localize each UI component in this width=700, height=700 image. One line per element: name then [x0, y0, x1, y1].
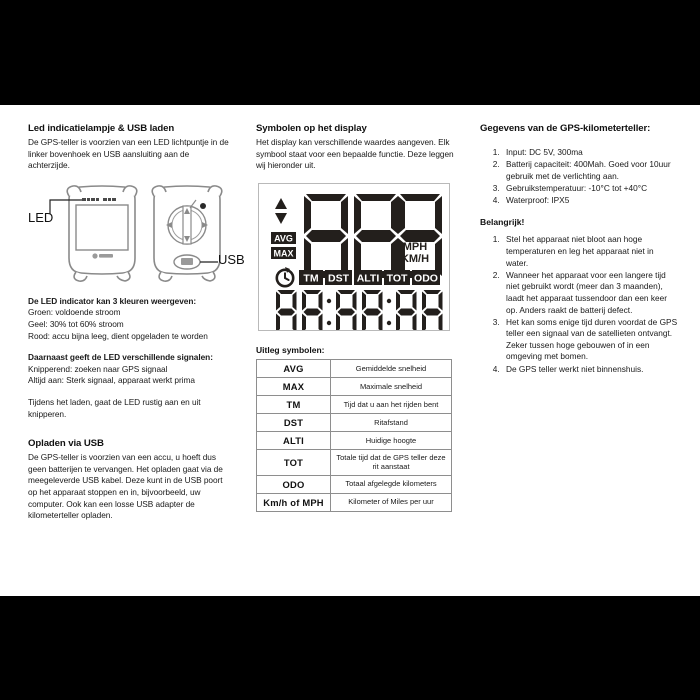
symbol-meaning: Totaal afgelegde kilometers: [331, 475, 452, 493]
table-row: [257, 449, 452, 475]
left-section-heading: Led indicatielampje & USB laden: [28, 123, 175, 134]
table-row: [257, 431, 452, 449]
list-item: 2. Wanneer het apparaat voor een langere tijd niet gebruikt wordt (meer dan 3 maanden), laadt het apparaat tussendoor dan een keer op. Anders raakt de batterij defect.: [502, 270, 678, 316]
svg-text:MAX: MAX: [273, 248, 294, 259]
usb-section-body: De GPS-teller is voorzien van een accu, u hoeft dus geen batterijen te vervangen. Het opladen gaat via de meegeleverde USB kabel. Deze kunt in de USB poort op het apparaat stoppen en in, bijvoorbeeld, uw computer. Ook kan een losse USB adapter de kilometerteller opladen.: [28, 452, 223, 521]
symbol-key: TM: [257, 395, 331, 413]
svg-text:DST: DST: [328, 272, 349, 285]
symbol-table-title: Uitleg symbolen:: [256, 344, 325, 355]
led-colors-heading: De LED indicator kan 3 kleuren weergeven:: [28, 295, 197, 306]
led-signal-blinking: Knipperend: zoeken naar GPS signaal: [28, 363, 168, 374]
list-item: 3. Gebruikstemperatuur: -10°C tot +40°C: [502, 183, 678, 195]
symbol-meaning: Huidige hoogte: [331, 431, 452, 449]
svg-text:AVG: AVG: [274, 233, 293, 244]
svg-text:ALTI: ALTI: [356, 272, 380, 285]
symbol-meaning: Ritafstand: [331, 413, 452, 431]
lcd-display-illustration: [258, 183, 450, 331]
symbol-key: DST: [257, 413, 331, 431]
table-row: [257, 475, 452, 493]
column-right: [464, 123, 686, 596]
list-item: 2. Batterij capaciteit: 400Mah. Goed voor 10uur gebruik met de verlichting aan.: [502, 159, 678, 182]
letterbox-top: [0, 0, 700, 105]
symbol-key: Km/h of MPH: [257, 493, 331, 511]
warnings-list: [480, 234, 678, 375]
symbol-key: ALTI: [257, 431, 331, 449]
symbol-meaning: Maximale snelheid: [331, 377, 452, 395]
svg-text:KM/H: KM/H: [400, 252, 430, 265]
list-item: 4. De GPS teller werkt niet binnenshuis.: [502, 364, 678, 376]
symbol-key: MAX: [257, 377, 331, 395]
svg-text:TM: TM: [303, 272, 319, 285]
led-signal-steady: Altijd aan: Sterk signaal, apparaat werkt prima: [28, 375, 195, 386]
led-color-yellow: Geel: 30% tot 60% stroom: [28, 318, 124, 329]
list-item: 3. Het kan soms enige tijd duren voordat de GPS teller een signaal van de satellieten ontvangt. Zeker tussen hoge gebouwen of in een omgeving met bomen.: [502, 317, 678, 363]
symbol-explanation-table: [256, 359, 452, 512]
specs-list: [480, 147, 678, 206]
svg-text:ODO: ODO: [414, 272, 438, 285]
led-signals-heading: Daarnaast geeft de LED verschillende signalen:: [28, 352, 213, 363]
device-illustration: [28, 184, 245, 288]
manual-page: [0, 105, 700, 596]
list-item: 4. Waterproof: IPX5: [502, 195, 678, 207]
specs-section-heading: Gegevens van de GPS-kilometerteller:: [480, 123, 651, 134]
three-column-layout: [0, 105, 700, 596]
list-item: 1. Input: DC 5V, 300ma: [502, 147, 678, 159]
led-color-red: Rood: accu bijna leeg, dient opgeladen te worden: [28, 330, 208, 341]
column-left: [14, 123, 245, 596]
symbol-meaning: Kilometer of Miles per uur: [331, 493, 452, 511]
usb-section-heading: Opladen via USB: [28, 438, 104, 450]
symbol-key: TOT: [257, 449, 331, 475]
table-row: [257, 395, 452, 413]
svg-text:TOT: TOT: [386, 272, 408, 285]
warning-heading: Belangrijk!: [480, 217, 525, 228]
symbol-meaning: Totale tijd dat de GPS teller deze rit aanstaat: [331, 449, 452, 475]
symbol-meaning: Tijd dat u aan het rijden bent: [331, 395, 452, 413]
column-middle: [242, 123, 464, 596]
table-row: [257, 377, 452, 395]
symbol-key: ODO: [257, 475, 331, 493]
list-item: 1. Stel het apparaat niet bloot aan hoge temperaturen en leg het apparaat niet in water.: [502, 234, 678, 269]
charging-blink-note: Tijdens het laden, gaat de LED rustig aan en uit knipperen.: [28, 396, 201, 419]
table-row: [257, 413, 452, 431]
led-color-green: Groen: voldoende stroom: [28, 307, 121, 318]
led-callout-label: LED: [28, 209, 54, 225]
table-row: [257, 493, 452, 511]
left-intro-text: De GPS-teller is voorzien van een LED lichtpuntje in de linker bovenhoek en USB aansluiting aan de achterzijde.: [28, 137, 229, 171]
symbol-meaning: Gemiddelde snelheid: [331, 359, 452, 377]
symbols-intro-text: Het display kan verschillende waardes aangeven. Elk symbool staat voor een bepaalde functie. Deze leggen wij hieronder uit.: [256, 137, 454, 171]
table-row: [257, 359, 452, 377]
letterbox-bottom: [0, 596, 700, 700]
symbol-key: AVG: [257, 359, 331, 377]
symbols-section-heading: Symbolen op het display: [256, 123, 367, 134]
usb-callout-label: USB: [218, 251, 245, 267]
svg-text:MPH: MPH: [402, 240, 428, 253]
